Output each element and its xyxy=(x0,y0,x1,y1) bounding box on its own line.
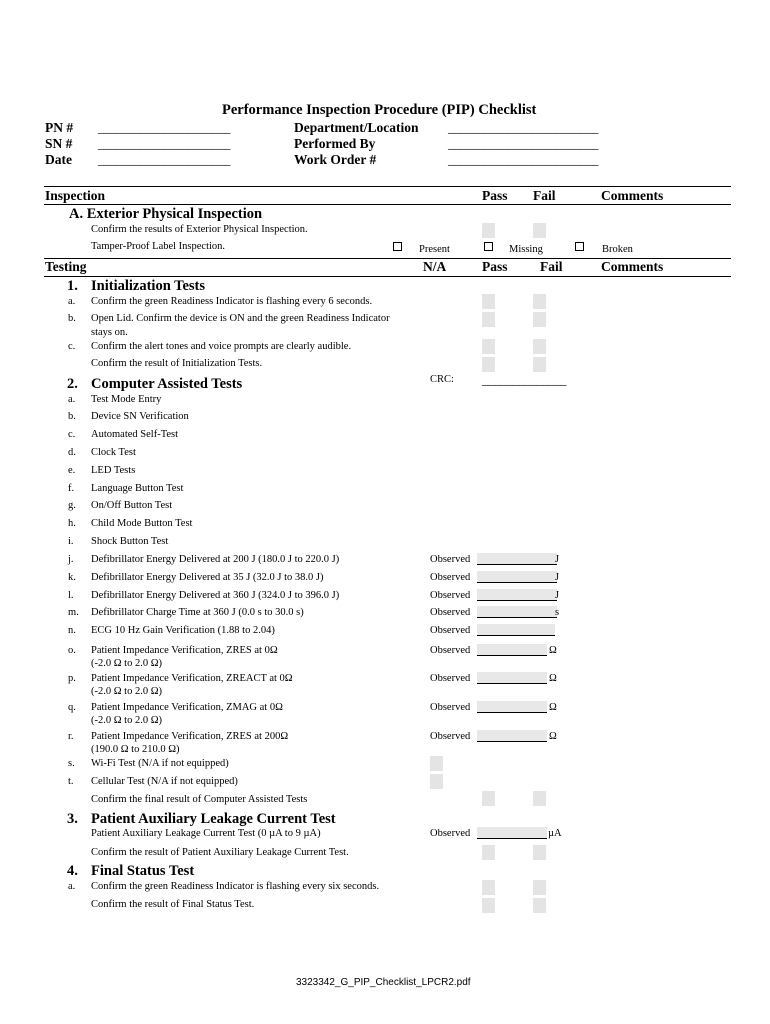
na-column-header: N/A xyxy=(423,259,447,274)
testing-heading: Testing xyxy=(45,259,87,274)
list-item: stays on. xyxy=(91,327,128,338)
list-item: Patient Impedance Verification, ZRES at 200Ω xyxy=(91,731,289,742)
performed-by-field[interactable]: _________________________ xyxy=(448,136,598,151)
item-letter: b. xyxy=(68,411,76,422)
pass-checkbox[interactable] xyxy=(482,845,495,860)
crc-field[interactable]: ______________ xyxy=(482,372,566,387)
divider xyxy=(44,276,731,277)
fail-checkbox[interactable] xyxy=(533,880,546,895)
unit-label: s xyxy=(555,607,560,618)
item-letter: a. xyxy=(68,881,76,892)
inspection-heading: Inspection xyxy=(45,188,106,203)
item-letter: f. xyxy=(68,483,75,494)
unit-label: µA xyxy=(548,828,562,839)
observed-field[interactable] xyxy=(477,644,547,656)
fail-checkbox[interactable] xyxy=(533,339,546,354)
list-item: Confirm the result of Initialization Tests. xyxy=(91,358,263,369)
fail-checkbox[interactable] xyxy=(533,357,546,372)
comments-column-header: Comments xyxy=(601,188,664,203)
list-item: Shock Button Test xyxy=(91,536,169,547)
pass-checkbox[interactable] xyxy=(482,294,495,309)
pn-field[interactable]: ______________________ xyxy=(98,120,230,135)
list-item: Automated Self-Test xyxy=(91,429,179,440)
date-label: Date xyxy=(45,152,72,167)
item-letter: g. xyxy=(68,500,76,511)
observed-label: Observed xyxy=(430,607,471,618)
list-item-range: (-2.0 Ω to 2.0 Ω) xyxy=(91,715,163,726)
department-field[interactable]: _________________________ xyxy=(448,120,598,135)
work-order-field[interactable]: _________________________ xyxy=(448,152,598,167)
observed-label: Observed xyxy=(430,590,471,601)
observed-label: Observed xyxy=(430,731,471,742)
exterior-fail-checkbox[interactable] xyxy=(533,223,546,238)
list-item: Device SN Verification xyxy=(91,411,189,422)
pn-label: PN # xyxy=(45,120,74,135)
item-letter: c. xyxy=(68,429,76,440)
section-number: 4. xyxy=(67,863,78,879)
item-letter: p. xyxy=(68,673,76,684)
present-checkbox[interactable] xyxy=(393,242,402,251)
divider xyxy=(44,186,731,187)
fail-column-header: Fail xyxy=(540,259,563,274)
observed-label: Observed xyxy=(430,702,471,713)
cellular-na-checkbox[interactable] xyxy=(430,774,443,789)
unit-label: J xyxy=(555,590,560,601)
crc-label: CRC: xyxy=(430,374,454,385)
item-letter: a. xyxy=(68,296,76,307)
fail-checkbox[interactable] xyxy=(533,845,546,860)
broken-checkbox[interactable] xyxy=(575,242,584,251)
observed-label: Observed xyxy=(430,673,471,684)
observed-field[interactable] xyxy=(477,553,560,565)
list-item: Cellular Test (N/A if not equipped) xyxy=(91,776,238,787)
divider xyxy=(44,204,731,205)
unit-label: Ω xyxy=(549,645,557,656)
observed-label: Observed xyxy=(430,554,471,565)
unit-label: Ω xyxy=(549,731,557,742)
sn-field[interactable]: ______________________ xyxy=(98,136,230,151)
list-item: Child Mode Button Test xyxy=(91,518,193,529)
fail-checkbox[interactable] xyxy=(533,294,546,309)
item-letter: t. xyxy=(68,776,74,787)
fail-checkbox[interactable] xyxy=(533,898,546,913)
missing-checkbox[interactable] xyxy=(484,242,493,251)
unit-label: Ω xyxy=(549,673,557,684)
list-item-range: (-2.0 Ω to 2.0 Ω) xyxy=(91,658,163,669)
observed-field[interactable] xyxy=(477,672,547,684)
fail-column-header: Fail xyxy=(533,188,556,203)
pass-checkbox[interactable] xyxy=(482,312,495,327)
comments-column-header: Comments xyxy=(601,259,664,274)
initialization-tests-heading: Initialization Tests xyxy=(91,278,206,294)
unit-label: Ω xyxy=(549,702,557,713)
observed-label: Observed xyxy=(430,625,471,636)
date-field[interactable]: ______________________ xyxy=(98,152,230,167)
unit-label: J xyxy=(555,554,560,565)
pass-checkbox[interactable] xyxy=(482,880,495,895)
list-item: Language Button Test xyxy=(91,483,184,494)
observed-field[interactable] xyxy=(477,606,560,618)
list-item: Confirm the green Readiness Indicator is flashing every six seconds. xyxy=(91,881,380,892)
list-item: Patient Impedance Verification, ZREACT at 0Ω xyxy=(91,673,293,684)
list-item: Open Lid. Confirm the device is ON and the green Readiness Indicator xyxy=(91,313,390,324)
wifi-na-checkbox[interactable] xyxy=(430,756,443,771)
present-label: Present xyxy=(419,244,450,255)
item-letter: d. xyxy=(68,447,76,458)
item-letter: h. xyxy=(68,518,76,529)
unit-label: J xyxy=(555,572,560,583)
observed-field[interactable] xyxy=(477,827,547,839)
footer-filename: 3323342_G_PIP_Checklist_LPCR2.pdf xyxy=(296,977,471,988)
broken-label: Broken xyxy=(602,244,633,255)
item-letter: b. xyxy=(68,313,76,324)
item-letter: e. xyxy=(68,465,76,476)
work-order-label: Work Order # xyxy=(294,152,377,167)
list-item: ECG 10 Hz Gain Verification (1.88 to 2.04) xyxy=(91,625,275,636)
list-item: Clock Test xyxy=(91,447,136,458)
item-letter: j. xyxy=(68,554,74,565)
missing-label: Missing xyxy=(509,244,543,255)
list-item: Defibrillator Charge Time at 360 J (0.0 s to 30.0 s) xyxy=(91,607,304,618)
section-number: 2. xyxy=(67,376,78,392)
item-letter: c. xyxy=(68,341,76,352)
observed-field[interactable] xyxy=(477,701,547,713)
list-item: Patient Auxiliary Leakage Current Test (0 µA to 9 µA) xyxy=(91,828,321,839)
pass-checkbox[interactable] xyxy=(482,898,495,913)
observed-label: Observed xyxy=(430,828,471,839)
exterior-confirm-text: Confirm the results of Exterior Physical Inspection. xyxy=(91,224,308,235)
item-letter: m. xyxy=(68,607,79,618)
computer-assisted-tests-heading: Computer Assisted Tests xyxy=(91,376,243,392)
item-letter: r. xyxy=(68,731,74,742)
observed-label: Observed xyxy=(430,645,471,656)
pass-checkbox[interactable] xyxy=(482,791,495,806)
observed-field[interactable] xyxy=(477,589,560,601)
fail-checkbox[interactable] xyxy=(533,791,546,806)
list-item: On/Off Button Test xyxy=(91,500,173,511)
item-letter: k. xyxy=(68,572,76,583)
fail-checkbox[interactable] xyxy=(533,312,546,327)
sn-label: SN # xyxy=(45,136,73,151)
department-label: Department/Location xyxy=(294,120,419,135)
list-item: Patient Impedance Verification, ZMAG at 0Ω xyxy=(91,702,283,713)
item-letter: i. xyxy=(68,536,74,547)
observed-field[interactable] xyxy=(477,624,555,636)
list-item: Defibrillator Energy Delivered at 200 J (180.0 J to 220.0 J) xyxy=(91,554,340,565)
page-title: Performance Inspection Procedure (PIP) Checklist xyxy=(222,102,537,118)
pass-column-header: Pass xyxy=(482,259,508,274)
item-letter: l. xyxy=(68,590,74,601)
item-letter: q. xyxy=(68,702,76,713)
pass-checkbox[interactable] xyxy=(482,357,495,372)
observed-field[interactable] xyxy=(477,730,547,742)
list-item-range: (-2.0 Ω to 2.0 Ω) xyxy=(91,686,163,697)
leakage-test-heading: Patient Auxiliary Leakage Current Test xyxy=(91,811,336,827)
list-item: LED Tests xyxy=(91,465,136,476)
item-letter: s. xyxy=(68,758,75,769)
list-item: Confirm the result of Final Status Test. xyxy=(91,899,255,910)
pass-column-header: Pass xyxy=(482,188,508,203)
exterior-inspection-heading: A. Exterior Physical Inspection xyxy=(69,206,263,222)
list-item: Confirm the green Readiness Indicator is flashing every 6 seconds. xyxy=(91,296,373,307)
section-number: 3. xyxy=(67,811,78,827)
final-status-heading: Final Status Test xyxy=(91,863,195,879)
list-item: Test Mode Entry xyxy=(91,394,162,405)
section-number: 1. xyxy=(67,278,78,294)
list-item: Confirm the final result of Computer Assisted Tests xyxy=(91,794,308,805)
exterior-pass-checkbox[interactable] xyxy=(482,223,495,238)
item-letter: n. xyxy=(68,625,76,636)
list-item: Wi-Fi Test (N/A if not equipped) xyxy=(91,758,229,769)
list-item-range: (190.0 Ω to 210.0 Ω) xyxy=(91,744,180,755)
pass-checkbox[interactable] xyxy=(482,339,495,354)
item-letter: o. xyxy=(68,645,76,656)
list-item: Patient Impedance Verification, ZRES at 0Ω xyxy=(91,645,278,656)
list-item: Defibrillator Energy Delivered at 360 J (324.0 J to 396.0 J) xyxy=(91,590,340,601)
list-item: Defibrillator Energy Delivered at 35 J (32.0 J to 38.0 J) xyxy=(91,572,324,583)
observed-field[interactable] xyxy=(477,571,560,583)
item-letter: a. xyxy=(68,394,76,405)
list-item: Confirm the result of Patient Auxiliary Leakage Current Test. xyxy=(91,847,349,858)
tamper-label-text: Tamper-Proof Label Inspection. xyxy=(91,241,226,252)
performed-by-label: Performed By xyxy=(294,136,376,151)
observed-label: Observed xyxy=(430,572,471,583)
list-item: Confirm the alert tones and voice prompts are clearly audible. xyxy=(91,341,352,352)
